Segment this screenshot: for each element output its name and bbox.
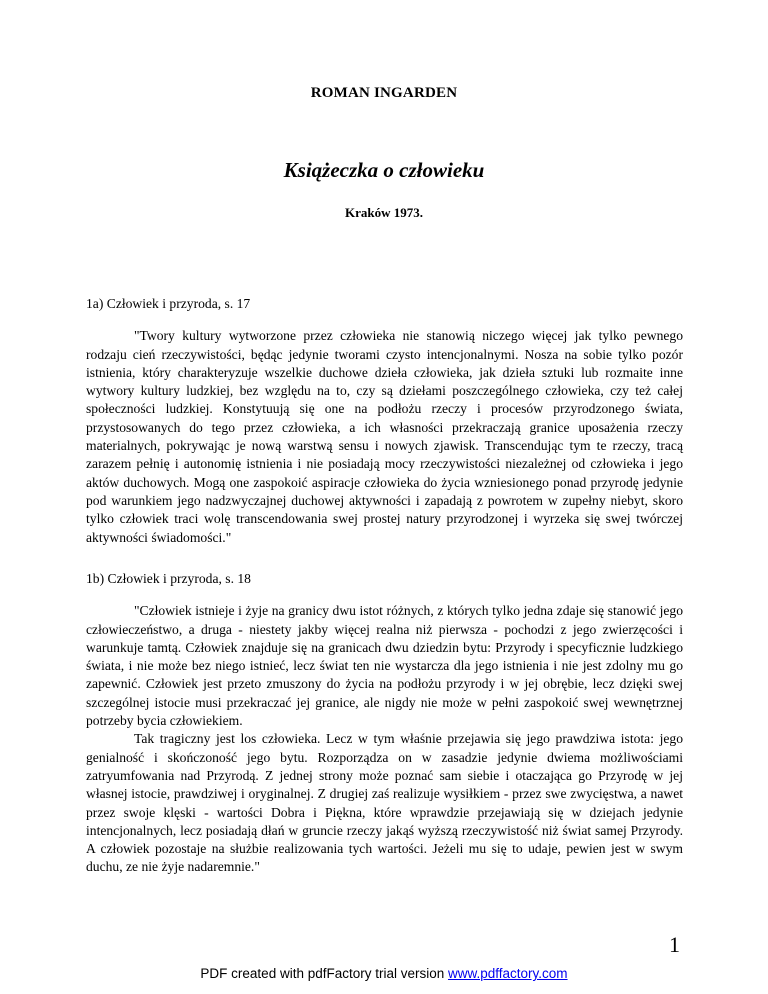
- place-year: Kraków 1973.: [345, 205, 423, 220]
- pdf-footer: [0, 966, 768, 981]
- book-title: Książeczka o człowieku: [283, 158, 485, 182]
- quote-paragraph: Tak tragiczny jest los człowieka. Lecz w tym właśnie przejawia się jego prawdziwa istota: jego genialność i skończoność jego bytu. Rozporządza on w zasadzie jedynie dwiema możliwościami zatryumfowania nad Przyrodą. Z jednej strony może poznać sam siebie i otaczająca go Przyrodę w jej własnej istocie, prawdziwej i oryginalnej. Z drugiej zaś realizuje wysiłkiem - przez swe zwycięstwa, a nawet przez swoje klęski - wartości Dobra i Piękna, które wprawdzie przejawiają się w dziejach jedynie intencjonalnych, lecz posiadają dłań w gruncie rzeczy jakąś wyższą rzeczywistość niż świat samej Przyrody. A człowiek pozostaje na służbie realizowania tych wartości. Jeżeli mu się to udaje, pewien jest w swym duchu, ze nie żyje nadaremnie.": [86, 731, 683, 875]
- page-number: 1: [669, 932, 680, 957]
- footer-text: PDF created with pdfFactory trial version: [200, 966, 449, 981]
- quote-paragraph: "Twory kultury wytworzone przez człowieka nie stanowią niczego więcej jak tylko pewnego rodzaju cień rzeczywistości, będąc jedynie tworami czysto intencjonalnymi. Nosza na sobie tylko pozór istnienia, który charakteryzuje wszelkie duchowe dzieła człowieka, jak dzieła sztuki lub rozmaite inne wytwory kultury ludzkiej, bez względu na to, czy są dziełami poszczególnego człowieka, czy też całej społeczności ludzkiej. Konstytuują się one na podłożu rzeczy i procesów przyrodzonego świata, przystosowanych do tego przez człowieka, a ich własności przekraczają granice uposażenia rzeczy materialnych, pokrywając je nową warstwą sensu i nowych zjawisk. Transcendując tym te rzeczy, tracą zarazem pełnię i autonomię istnienia i nie posiadają mocy rzeczywistości niezależnej od człowieka i jego aktów duchowych. Mogą one zaspokoić aspiracje człowieka do życia wzniesionego ponad przyrodę jedynie pod warunkiem jego nadzwyczajnej duchowej aktywności i zapadają z powrotem w zupełny niebyt, skoro tylko człowiek traci wolę transcendowania swej prostej natury przyrodzonej i wyrzeka się swej twórczej aktywności świadomości.": [86, 328, 683, 545]
- author-name: ROMAN INGARDEN: [310, 85, 458, 101]
- pdffactory-link[interactable]: www.pdffactory.com: [448, 966, 568, 981]
- section-heading: 1a) Człowiek i przyroda, s. 17: [86, 296, 251, 311]
- section-1b: [86, 570, 683, 877]
- quote-paragraph: "Człowiek istnieje i żyje na granicy dwu istot różnych, z których tylko jedna zdaje się stanowić jego człowieczeństwo, a druga - niestety jakby więcej realna niż pierwsza - pochodzi z jego zwierzęcości i warunkuje tamtą. Człowiek znajduje się na granicach dwu dziedzin bytu: Przyrody i specyficznie ludzkiego świata, i nie może bez niego istnieć, lecz świat ten nie wystarcza dla jego istnienia i nie jest zdolny mu go zapewnić. Człowiek jest przeto zmuszony do życia na podłożu przyrody i w jej obrębie, lecz dzięki swej szczególnej istocie musi przekraczać jej granice, ale nigdy nie może w pełni zaspokoić swej wewnętrznej potrzeby bycia człowiekiem.: [86, 603, 683, 729]
- section-1a: [86, 295, 683, 547]
- section-heading: 1b) Człowiek i przyroda, s. 18: [86, 571, 251, 586]
